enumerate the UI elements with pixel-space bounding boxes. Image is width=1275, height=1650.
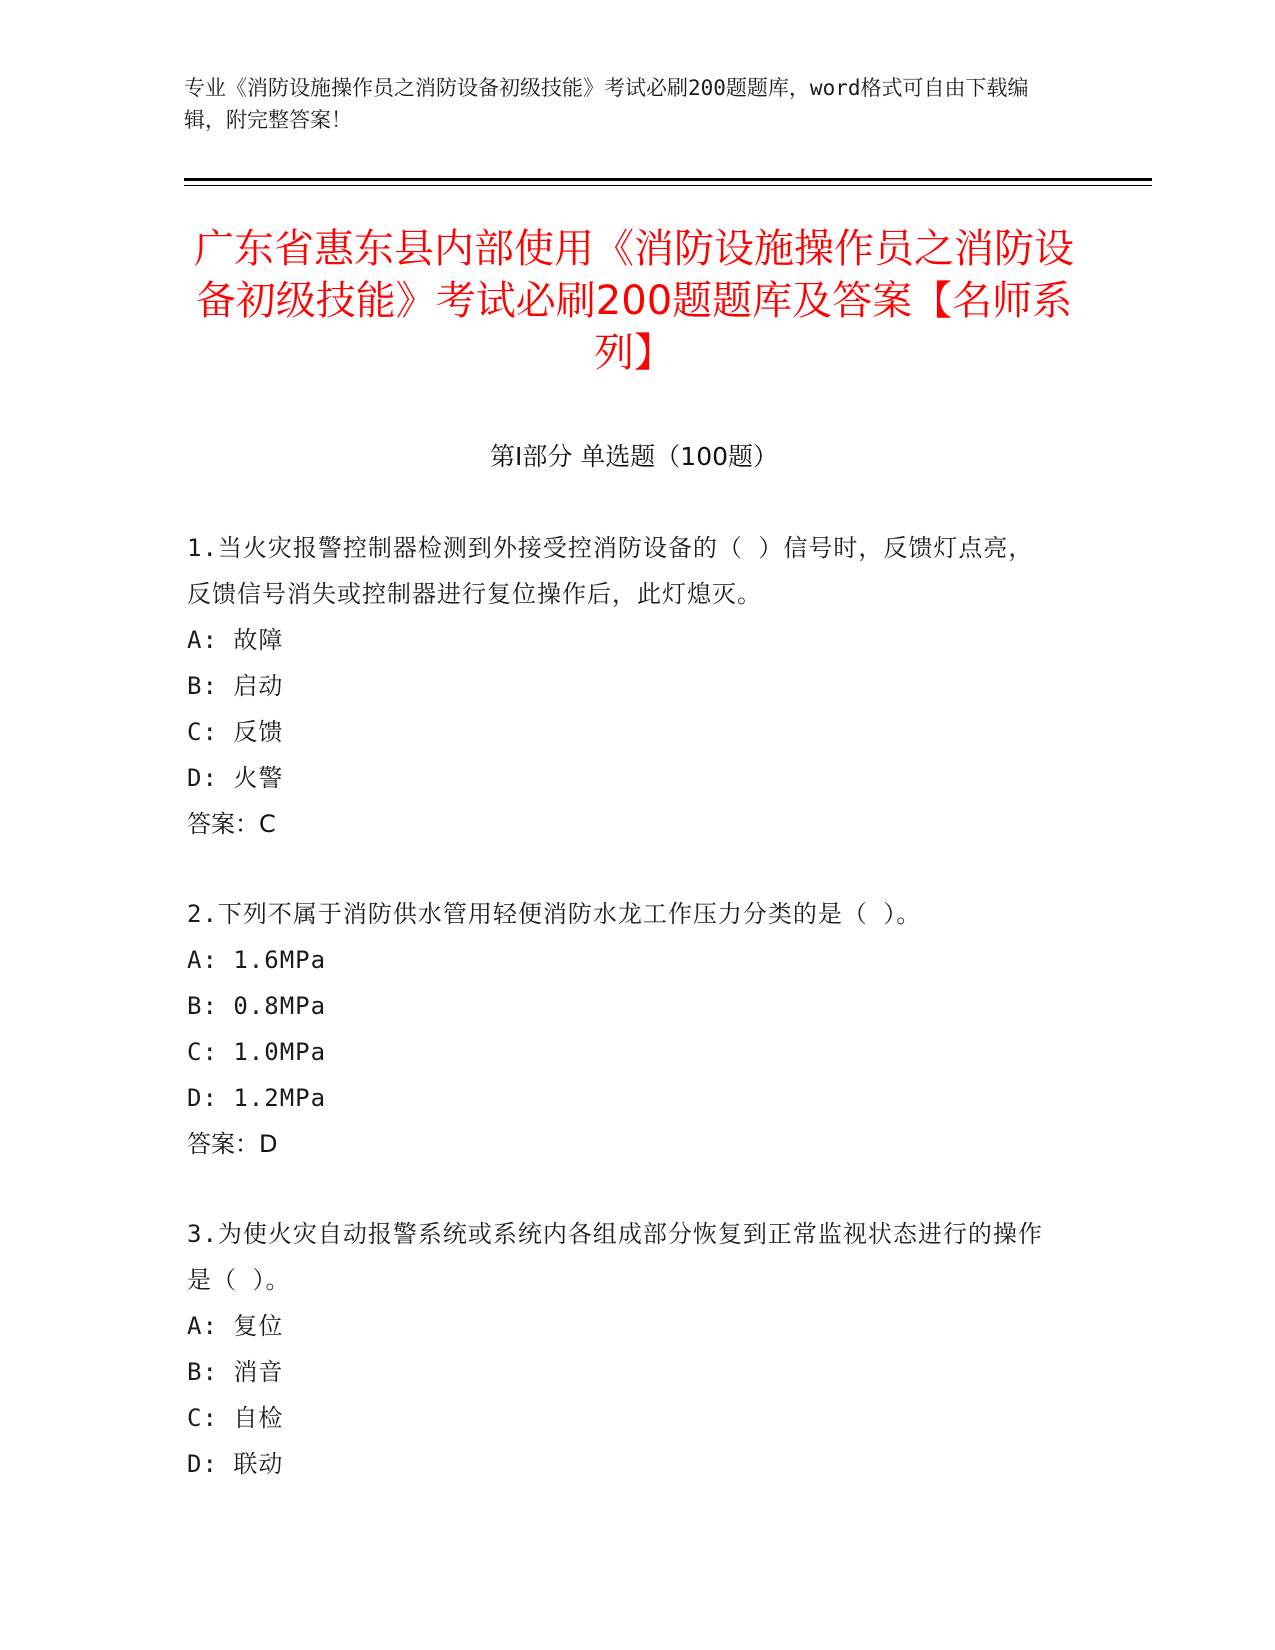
section-heading: 第I部分 单选题（100题）: [489, 442, 779, 471]
question-list: [187, 525, 1057, 1531]
option-c: C: 1.0MPa: [187, 1038, 327, 1066]
document-title: 广东省惠东县内部使用《消防设施操作员之消防设备初级技能》考试必刷200题题库及答案【名师系列】: [194, 226, 1074, 376]
option-d: D: 火警: [187, 764, 284, 792]
question-stem: 1.当火灾报警控制器检测到外接受控消防设备的（ ）信号时，反馈灯点亮，反馈信号消失或控制器进行复位操作后，此灯熄灭。: [187, 534, 1034, 608]
option-d: D: 1.2MPa: [187, 1084, 327, 1112]
question-stem: 2.下列不属于消防供水管用轻便消防水龙工作压力分类的是（ ）。: [187, 900, 922, 928]
header-divider-thin: [184, 185, 1152, 186]
option-a: A: 故障: [187, 626, 284, 654]
answer-line: 答案：D: [187, 1130, 278, 1158]
header-divider-thick: [184, 178, 1152, 181]
option-a: A: 1.6MPa: [187, 946, 327, 974]
option-b: B: 0.8MPa: [187, 992, 327, 1020]
header-note: 专业《消防设施操作员之消防设备初级技能》考试必刷200题题库，word格式可自由下载编辑，附完整答案！: [184, 76, 1029, 132]
option-b: B: 消音: [187, 1358, 284, 1386]
answer-line: 答案：C: [187, 810, 276, 838]
question-2: [187, 891, 1057, 1167]
question-1: [187, 525, 1057, 847]
option-b: B: 启动: [187, 672, 284, 700]
option-d: D: 联动: [187, 1450, 284, 1478]
question-3: [187, 1211, 1057, 1487]
option-c: C: 自检: [187, 1404, 284, 1432]
option-a: A: 复位: [187, 1312, 284, 1340]
option-c: C: 反馈: [187, 718, 284, 746]
question-stem: 3.为使火灾自动报警系统或系统内各组成部分恢复到正常监视状态进行的操作是（ ）。: [187, 1220, 1043, 1294]
